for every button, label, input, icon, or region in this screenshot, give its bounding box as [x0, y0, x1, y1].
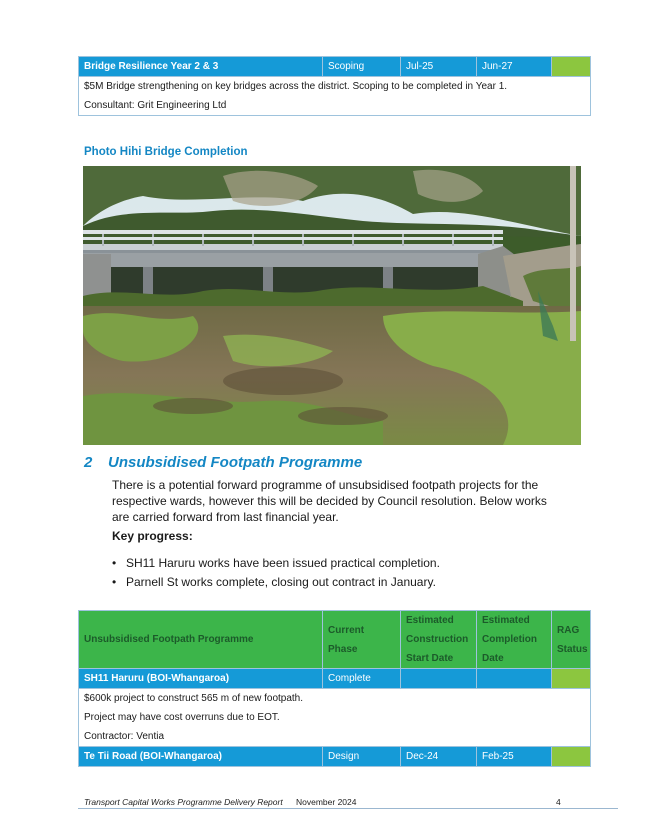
rag-status-green — [552, 747, 591, 767]
footer-report-title: Transport Capital Works Programme Delivery Report — [84, 797, 283, 807]
intro-paragraph: There is a potential forward programme of unsubsidised footpath projects for the respective wards, however this will be decided by Council resolution. Below works are carried forward from last financial year. — [112, 478, 547, 524]
current-phase: Scoping — [323, 57, 401, 77]
table-row — [79, 747, 591, 767]
bridge-photo — [83, 166, 581, 445]
col-header-completion: Estimated Completion Date — [477, 611, 552, 669]
start-date: Dec-24 — [401, 747, 477, 767]
note-line: Consultant: Grit Engineering Ltd — [84, 100, 227, 111]
note-line: $600k project to construct 565 m of new footpath. — [84, 693, 304, 704]
key-progress-label: Key progress: — [112, 529, 193, 543]
completion-date — [477, 669, 552, 689]
section-title: Unsubsidised Footpath Programme — [108, 454, 363, 471]
project-notes — [79, 77, 591, 116]
start-date — [401, 669, 477, 689]
table-row-notes — [79, 689, 591, 747]
project-notes — [79, 689, 591, 747]
col-header-rag: RAG Status — [552, 611, 591, 669]
note-line: Project may have cost overruns due to EOT. — [84, 712, 280, 723]
page-number: 4 — [556, 797, 561, 807]
table-row-notes — [79, 77, 591, 116]
col-header-programme: Unsubsidised Footpath Programme — [79, 611, 323, 669]
section-number: 2 — [84, 454, 93, 471]
project-name: SH11 Haruru (BOI-Whangaroa) — [79, 669, 323, 689]
footer-date: November 2024 — [296, 797, 357, 807]
project-name: Te Tii Road (BOI-Whangaroa) — [79, 747, 323, 767]
note-line: $5M Bridge strengthening on key bridges across the district. Scoping to be completed in Year 1. — [84, 81, 508, 92]
photo-caption: Photo Hihi Bridge Completion — [84, 146, 248, 158]
list-item: • SH11 Haruru works have been issued practical completion. — [112, 556, 552, 575]
section-heading — [84, 454, 362, 471]
col-header-phase: Current Phase — [323, 611, 401, 669]
table-row — [79, 57, 591, 77]
project-name: Bridge Resilience Year 2 & 3 — [79, 57, 323, 77]
list-item: • Parnell St works complete, closing out contract in January. — [112, 575, 552, 594]
completion-date: Feb-25 — [477, 747, 552, 767]
current-phase: Complete — [323, 669, 401, 689]
start-date: Jul-25 — [401, 57, 477, 77]
footpath-programme-table — [78, 610, 591, 767]
footer-rule — [78, 808, 618, 809]
rag-status-green — [552, 669, 591, 689]
table-header-row — [79, 611, 591, 669]
table-row — [79, 669, 591, 689]
rag-status-green — [552, 57, 591, 77]
bridge-resilience-table — [78, 56, 591, 116]
key-progress-list — [112, 556, 552, 594]
current-phase: Design — [323, 747, 401, 767]
completion-date: Jun-27 — [477, 57, 552, 77]
col-header-start: Estimated Construction Start Date — [401, 611, 477, 669]
note-line: Contractor: Ventia — [84, 731, 165, 742]
